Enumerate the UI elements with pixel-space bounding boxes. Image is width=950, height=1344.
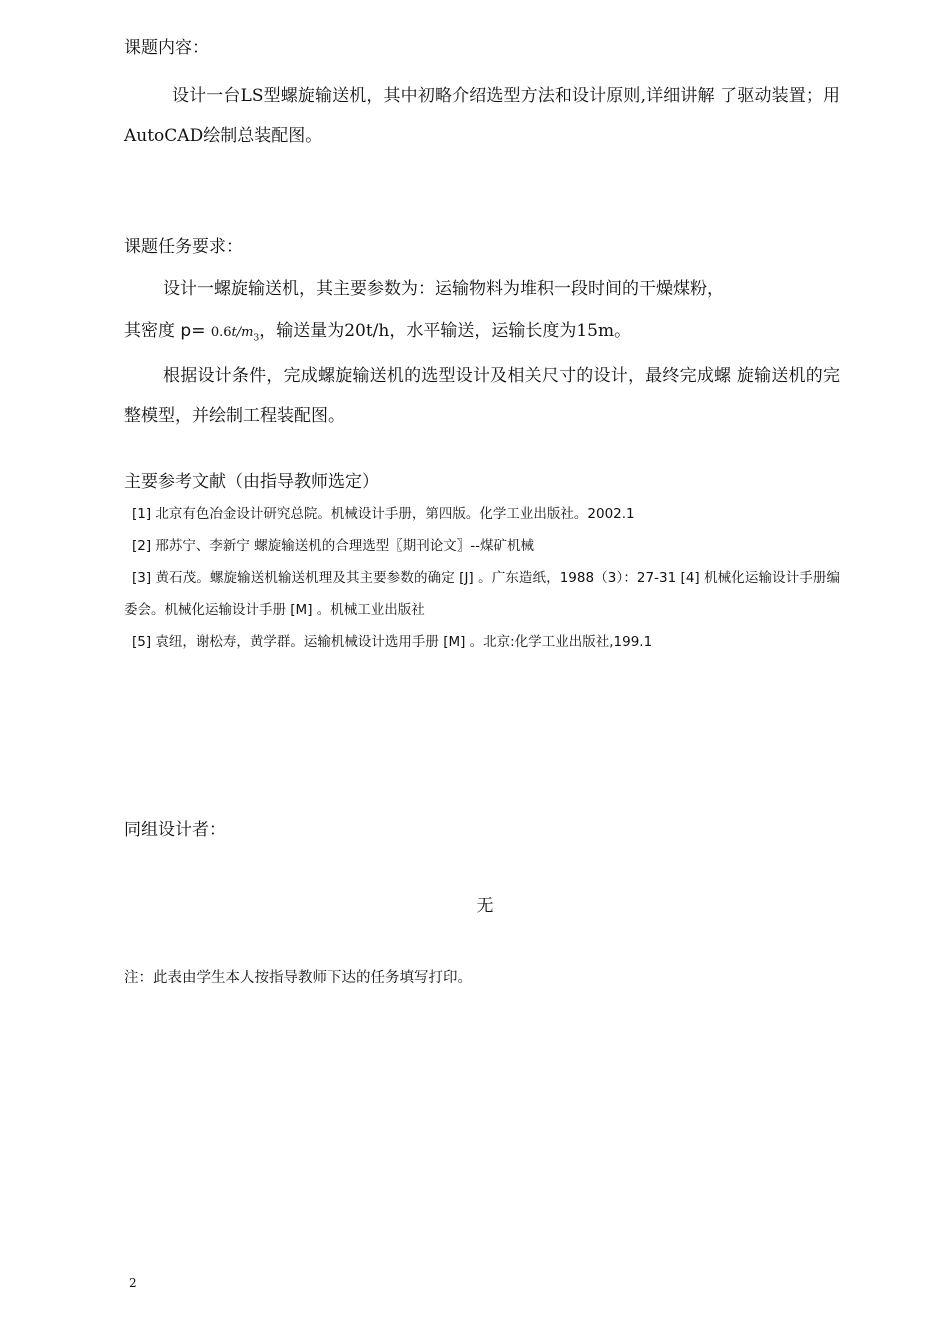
footnote: 注：此表由学生本人按指导教师下达的任务填写打印。: [124, 970, 472, 986]
reference-item-1: [1] 北京有色冶金设计研究总院。机械设计手册，第四版。化学工业出版社。2002.1: [132, 506, 635, 522]
reference-item-5: [5] 袁纽，谢松寿，黄学群。运输机械设计选用手册 [M] 。北京:化学工业出版社,199.1: [132, 634, 653, 650]
content-heading: 课题内容：: [124, 38, 209, 58]
density-value: 0.6: [210, 325, 232, 340]
reference-list: [124, 498, 840, 658]
density-unit: t/m: [231, 325, 254, 340]
task-line-1: 设计一螺旋输送机，其主要参数为：运输物料为堆积一段时间的干燥煤粉，: [163, 279, 724, 299]
task-line-2: [124, 311, 631, 358]
content-text: 设计一台LS型螺旋输送机，其中初略介绍选型方法和设计原则,详细讲解 了驱动装置；用AutoCAD绘制总装配图。: [124, 86, 840, 146]
task-paragraph-2: 根据设计条件，完成螺旋输送机的选型设计及相关尺寸的设计，最终完成螺 旋输送机的完整模型，并绘制工程装配图。: [124, 366, 840, 426]
reference-item-2: [2] 邢苏宁、李新宁 螺旋输送机的合理选型〖期刊论文〗--煤矿机械: [132, 538, 534, 554]
reference-item-3-4: [3] 黄石茂。螺旋输送机输送机理及其主要参数的确定 [J] 。广东造纸，1988（3）：27-31 [4] 机械化运输设计手册编委会。机械化运输设计手册 [M] 。机械工业出版社: [124, 570, 840, 618]
density-symbol: p=: [180, 321, 206, 341]
density-label: 其密度: [124, 321, 175, 341]
task-heading: 课题任务要求：: [124, 237, 243, 257]
references-heading: 主要参考文献（由指导教师选定）: [124, 472, 379, 492]
page-number: 2: [129, 1276, 137, 1290]
task-params: ，输送量为20t/h，水平输送，运输长度为15m。: [259, 321, 632, 341]
group-value: 无: [476, 896, 494, 916]
density-unit-exponent: 3: [253, 333, 260, 344]
group-heading: 同组设计者：: [124, 820, 226, 840]
